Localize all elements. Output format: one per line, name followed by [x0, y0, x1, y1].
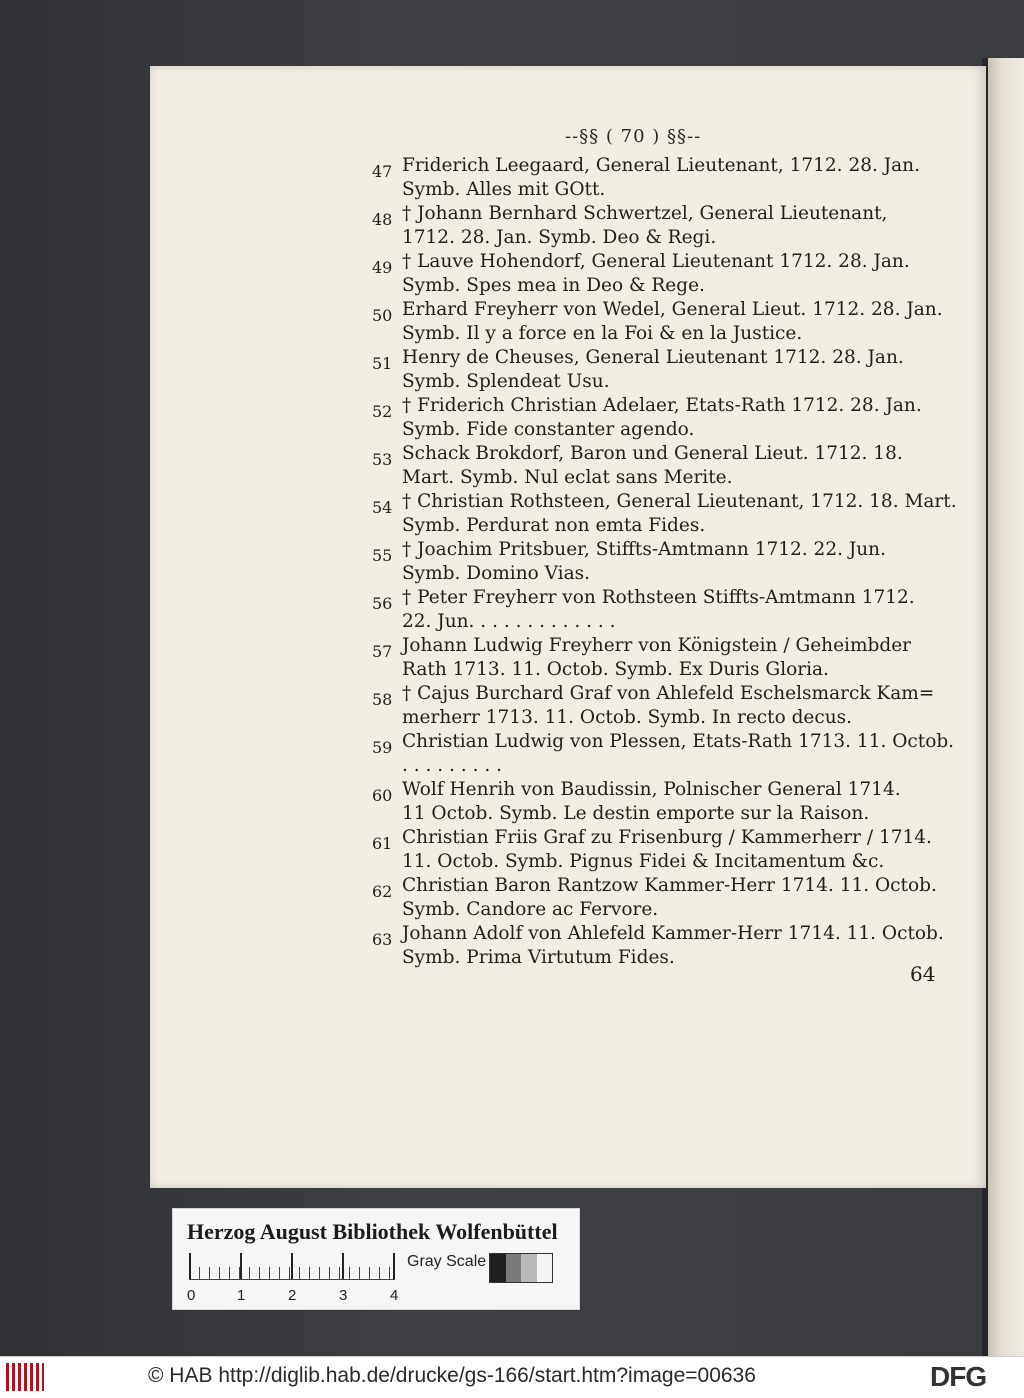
- list-item: [372, 346, 942, 394]
- gray-swatch: [506, 1254, 522, 1282]
- entry-number: 57: [372, 642, 393, 661]
- entry-line-1: Christian Ludwig von Plessen, Etats-Rath 1713. 11. Octob.: [402, 731, 955, 752]
- entry-line-1: † Johann Bernhard Schwertzel, General Lieutenant,: [402, 203, 888, 224]
- entry-number: 58: [372, 690, 393, 709]
- gray-swatch: [537, 1254, 553, 1282]
- entry-number: 60: [372, 786, 393, 805]
- entry-line-2: 11. Octob. Symb. Pignus Fidei & Incitamentum &c.: [402, 851, 885, 872]
- entry-number: 48: [372, 210, 393, 229]
- entry-list: [372, 154, 957, 970]
- list-item: [372, 634, 942, 682]
- entry-line-1: † Christian Rothsteen, General Lieutenant, 1712. 18. Mart.: [402, 491, 957, 512]
- list-item: [372, 490, 957, 538]
- entry-line-1: Johann Ludwig Freyherr von Königstein / Geheimbder: [402, 635, 911, 656]
- entry-number: 61: [372, 834, 393, 853]
- entry-line-1: Christian Friis Graf zu Frisenburg / Kammerherr / 1714.: [402, 827, 932, 848]
- entry-line-1: † Peter Freyherr von Rothsteen Stiffts-Amtmann 1712.: [402, 587, 915, 608]
- list-item: [372, 154, 942, 202]
- list-item: [372, 874, 942, 922]
- entry-line-2: Rath 1713. 11. Octob. Symb. Ex Duris Gloria.: [402, 659, 829, 680]
- entry-line-1: Erhard Freyherr von Wedel, General Lieut. 1712. 28. Jan.: [402, 299, 943, 320]
- gray-swatch: [490, 1254, 506, 1282]
- dfg-logo: DFG: [930, 1361, 987, 1392]
- list-item: [372, 250, 942, 298]
- entry-number: 47: [372, 162, 393, 181]
- catchword: 64: [910, 962, 936, 986]
- entry-line-2: Symb. Candore ac Fervore.: [402, 899, 659, 920]
- entry-line-1: Johann Adolf von Ahlefeld Kammer-Herr 1714. 11. Octob.: [402, 923, 944, 944]
- entry-line-2: Symb. Splendeat Usu.: [402, 371, 610, 392]
- list-item: [372, 922, 942, 970]
- list-item: [372, 538, 942, 586]
- gray-scale-swatches: [489, 1253, 553, 1283]
- entry-line-1: † Friderich Christian Adelaer, Etats-Rath 1712. 28. Jan.: [402, 395, 922, 416]
- scale-ruler-major-ticks: [189, 1253, 395, 1279]
- adjacent-page-edge: [988, 58, 1024, 1356]
- ruler-number: 2: [288, 1287, 297, 1304]
- ruler-number: 3: [339, 1287, 348, 1304]
- entry-number: 63: [372, 930, 393, 949]
- entry-number: 50: [372, 306, 393, 325]
- gray-swatch: [521, 1254, 537, 1282]
- viewer-footer: [0, 1356, 1024, 1398]
- list-item: [372, 442, 942, 490]
- entry-line-1: Wolf Henrih von Baudissin, Polnischer General 1714.: [402, 779, 901, 800]
- list-item: [372, 298, 942, 346]
- entry-line-1: † Lauve Hohendorf, General Lieutenant 1712. 28. Jan.: [402, 251, 910, 272]
- entry-number: 56: [372, 594, 393, 613]
- list-item: [372, 682, 942, 730]
- entry-line-1: Schack Brokdorf, Baron und General Lieut. 1712. 18.: [402, 443, 903, 464]
- entry-line-2: Symb. Fide constanter agendo.: [402, 419, 695, 440]
- entry-line-2: Mart. Symb. Nul eclat sans Merite.: [402, 467, 733, 488]
- entry-line-2: Symb. Domino Vias.: [402, 563, 590, 584]
- ruler-numbers: [185, 1287, 415, 1305]
- library-name: Herzog August Bibliothek Wolfenbüttel: [187, 1219, 558, 1244]
- entry-line-2: 22. Jun. . . . . . . . . . . . .: [402, 611, 616, 632]
- ruler-number: 4: [390, 1287, 399, 1304]
- list-item: [372, 826, 942, 874]
- list-item: [372, 586, 942, 634]
- entry-line-2: 1712. 28. Jan. Symb. Deo & Regi.: [402, 227, 717, 248]
- entry-number: 52: [372, 402, 393, 421]
- entry-number: 54: [372, 498, 393, 517]
- entry-line-1: † Joachim Pritsbuer, Stiffts-Amtmann 1712. 22. Jun.: [402, 539, 886, 560]
- entry-number: 51: [372, 354, 393, 373]
- entry-number: 53: [372, 450, 393, 469]
- entry-line-1: Henry de Cheuses, General Lieutenant 1712. 28. Jan.: [402, 347, 904, 368]
- hab-logo-icon: [6, 1363, 44, 1391]
- entry-number: 49: [372, 258, 393, 277]
- entry-line-2: Symb. Alles mit GOtt.: [402, 179, 606, 200]
- entry-line-2: Symb. Prima Virtutum Fides.: [402, 947, 675, 968]
- page-header: --§§ ( 70 ) §§--: [565, 126, 702, 147]
- copyright-url[interactable]: © HAB http://diglib.hab.de/drucke/gs-166/start.htm?image=00636: [148, 1364, 756, 1387]
- entry-line-1: Friderich Leegaard, General Lieutenant, 1712. 28. Jan.: [402, 155, 920, 176]
- list-item: [372, 730, 955, 778]
- entry-line-2: 11 Octob. Symb. Le destin emporte sur la Raison.: [402, 803, 870, 824]
- entry-line-1: Christian Baron Rantzow Kammer-Herr 1714. 11. Octob.: [402, 875, 937, 896]
- entry-line-2: merherr 1713. 11. Octob. Symb. In recto decus.: [402, 707, 853, 728]
- entry-line-2: Symb. Il y a force en la Foi & en la Justice.: [402, 323, 803, 344]
- list-item: [372, 778, 942, 826]
- ruler-number: 0: [187, 1287, 196, 1304]
- entry-line-2: Symb. Perdurat non emta Fides.: [402, 515, 706, 536]
- list-item: [372, 394, 942, 442]
- entry-line-2: Symb. Spes mea in Deo & Rege.: [402, 275, 705, 296]
- entry-number: 59: [372, 738, 393, 757]
- gray-scale-label: Gray Scale: [407, 1253, 487, 1270]
- entry-number: 55: [372, 546, 393, 565]
- list-item: [372, 202, 942, 250]
- entry-line-1: † Cajus Burchard Graf von Ahlefeld Eschelsmarck Kam=: [402, 683, 935, 704]
- ruler-number: 1: [237, 1287, 246, 1304]
- entry-number: 62: [372, 882, 393, 901]
- entry-line-2: . . . . . . . . .: [402, 755, 502, 776]
- color-calibration-card: [172, 1208, 580, 1310]
